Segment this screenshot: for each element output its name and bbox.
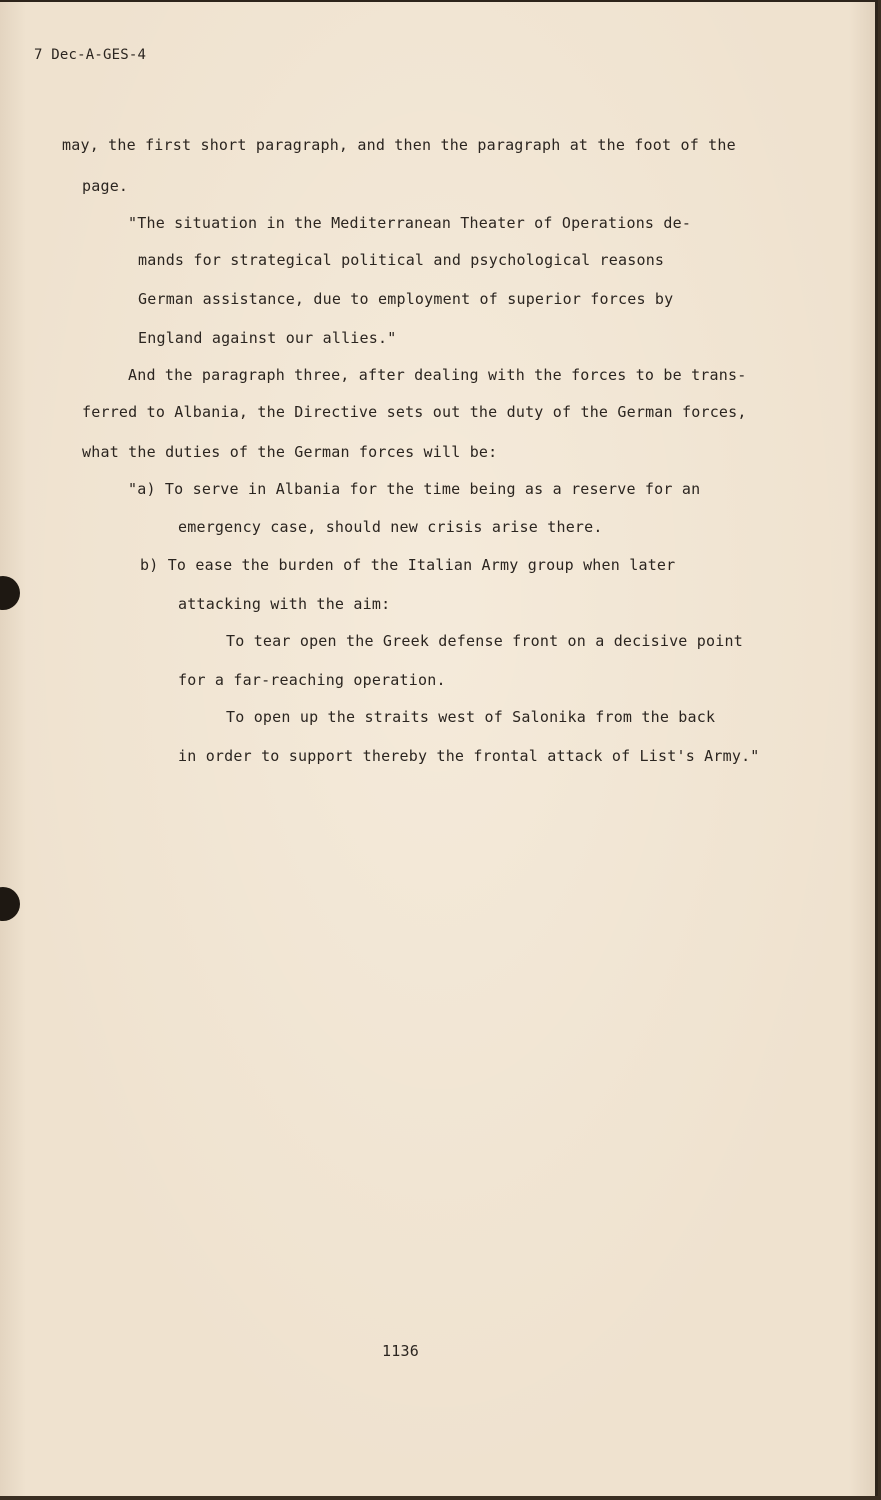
text-line-8: ferred to Albania, the Directive sets out the duty of the German forces, — [82, 403, 747, 421]
list-item-a-line-2: emergency case, should new crisis arise there. — [178, 518, 603, 536]
sub-item-2-line-1: To open up the straits west of Salonika from the back — [226, 708, 716, 726]
text-line-2: page. — [82, 177, 129, 195]
punch-hole-top — [0, 576, 20, 610]
list-item-a-line-1: "a) To serve in Albania for the time being as a reserve for an — [128, 480, 701, 498]
text-line-1: may, the first short paragraph, and then the paragraph at the foot of the — [62, 136, 736, 154]
sub-item-1-line-2: for a far-reaching operation. — [178, 671, 446, 689]
quote-line-1: "The situation in the Mediterranean Theater of Operations de- — [128, 214, 692, 232]
list-item-b-line-2: attacking with the aim: — [178, 595, 391, 613]
document-reference: 7 Dec-A-GES-4 — [34, 47, 147, 63]
quote-line-4: England against our allies." — [138, 329, 397, 347]
sub-item-1-line-1: To tear open the Greek defense front on a decisive point — [226, 632, 743, 650]
text-line-7: And the paragraph three, after dealing with the forces to be trans- — [128, 366, 747, 384]
sub-item-2-line-2: in order to support thereby the frontal attack of List's Army." — [178, 747, 760, 765]
punch-hole-bottom — [0, 887, 20, 921]
quote-line-3: German assistance, due to employment of superior forces by — [138, 290, 674, 308]
page-number: 1136 — [382, 1342, 419, 1360]
list-item-b-line-1: b) To ease the burden of the Italian Army group when later — [140, 556, 676, 574]
quote-line-2: mands for strategical political and psychological reasons — [138, 251, 665, 269]
text-line-9: what the duties of the German forces will be: — [82, 443, 498, 461]
